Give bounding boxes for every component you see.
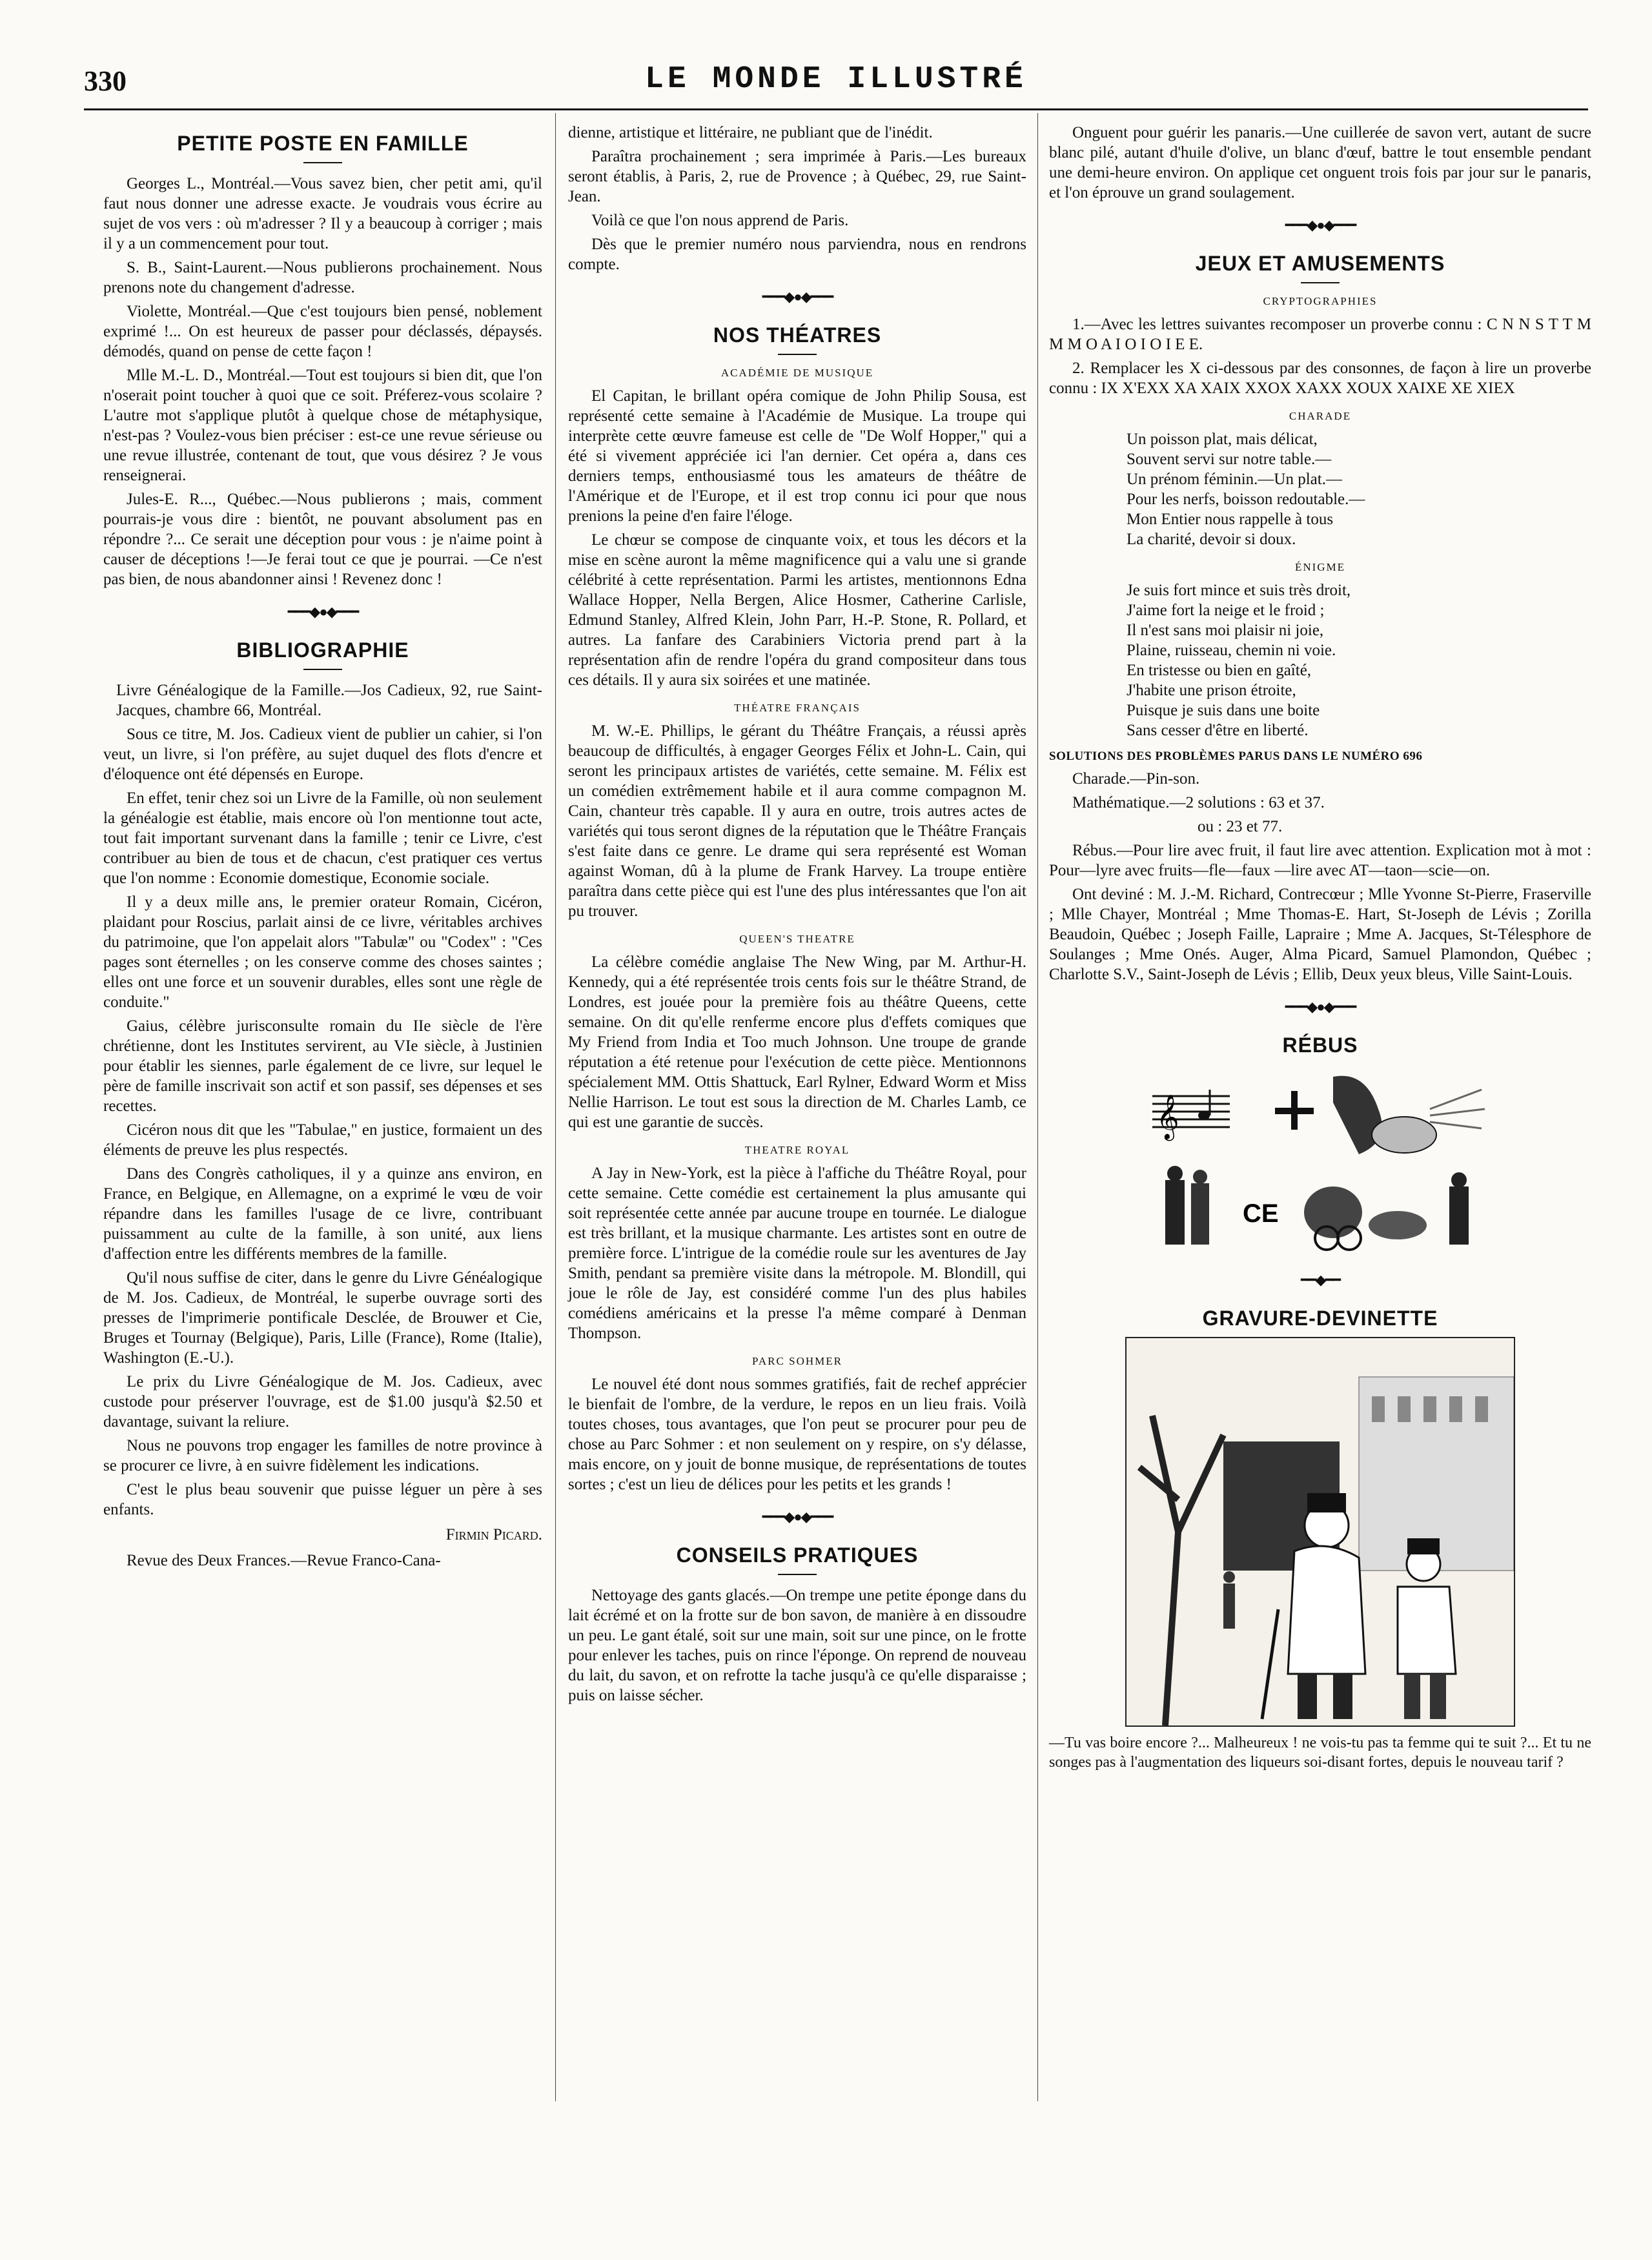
paragraph: Le chœur se compose de cinquante voix, et tous les décors et la mise en scène auront la même magnificence qui a valu une si grande célébrité à cette représentation. Parmi les artistes, mentionnons Edna Wallace Hopper, Nella Bergen, Alice Hosmer, Catherine Carlisle, Edmund Stanley, Alfred Klein, John Parr, H.-P. Stone, R. Pollard, et autres. La fanfare des Carabiniers Victoria prend part à la représentation afin de rendre l'opéra du grand compositeur dans tous ces détails. Il y aura six soirées et une matinée. <box>568 531 1026 689</box>
paragraph: 1.—Avec les lettres suivantes recomposer un proverbe connu : C N N S T T M M M O A I O I O I E E. <box>1049 316 1591 353</box>
enigme-poem <box>1127 580 1591 740</box>
title-rule <box>1301 282 1340 283</box>
paragraph: Mlle M.-L. D., Montréal.—Tout est toujours si bien dit, que l'on n'oserait point toucher à quoi que ce soit. Préferez-vous scolaire ? L'autre mot s'applique plutôt à quelque chose de métaphysique, n'est-pas ? Voulez-vous bien préciser : est-ce une revue sérieuse ou une revue illustrée, contenant de tout, que vous désirez ? Je vous renseignerai. <box>103 367 542 484</box>
section-title-gravure: GRAVURE-DEVINETTE <box>1202 1307 1438 1330</box>
poem-line: Je suis fort mince et suis très droit, <box>1127 582 1351 599</box>
poem-line: En tristesse ou bien en gaîté, <box>1127 662 1312 679</box>
paragraph: Voilà ce que l'on nous apprend de Paris. <box>591 212 849 229</box>
paragraph: Jules-E. R..., Québec.—Nous publierons ; mais, comment pourrais-je vous dire : bientôt, ne pouvant absolument pas en répondre ?... Ce serait une déception pour vous : je n'aime point à causer de déceptions !—Je ferai tout ce que je pourrai. —Ce n'est pas bien, de nous abandonner ainsi ! Revenez donc ! <box>103 491 542 588</box>
paragraph: El Capitan, le brillant opéra comique de John Philip Sousa, est représenté cette semaine à l'Académie de Musique. La troupe qui interprète cette œuvre fameuse est celle de "De Wolf Hopper," qui a été si vivement appréciée ici l'an dernier. Cet opéra a, dans ces derniers temps, enthousiasmé tous les amateurs de théâtre de l'Amérique et de l'Europe, et il est trop connu ici pour que nous prenions la peine d'en faire l'éloge. <box>568 387 1026 525</box>
subheading: CRYPTOGRAPHIES <box>1263 295 1378 307</box>
section-title-petite-poste: PETITE POSTE EN FAMILLE <box>177 132 469 155</box>
page-number: 330 <box>84 65 127 97</box>
paragraph: C'est le plus beau souvenir que puisse léguer un père à ses enfants. <box>103 1481 542 1518</box>
gravure-caption: —Tu vas boire encore ?... Malheureux ! ne vois-tu pas ta femme qui te suit ?... Et tu ne songes pas à l'augmentation des liqueurs soi-disant fortes, depuis le nouveau tarif ? <box>1049 1735 1591 1771</box>
paragraph: Dans des Congrès catholiques, il y a quinze ans environ, en France, en Belgique, en Allemagne, on a exprimé le vœu de voir répandre dans les familles l'usage de ce livre, contribuant puissamment au culte de la famille, à son unité, aux liens d'affection entre les différents membres de la famille. <box>103 1165 542 1263</box>
page-header <box>84 62 1588 101</box>
paragraph: Sous ce titre, M. Jos. Cadieux vient de publier un cahier, si l'on veut, un livre, si l'on préfère, au sujet duquel des flots d'encre et d'éloquence ont été dépensés en Europe. <box>103 726 542 783</box>
column-divider <box>555 113 556 2101</box>
paragraph: S. B., Saint-Laurent.—Nous publierons prochainement. Nous prenons note du changement d'adresse. <box>103 259 542 296</box>
solutions-heading: SOLUTIONS DES PROBLÈMES PARUS DANS LE NUMÉRO 696 <box>1049 749 1423 763</box>
paragraph: Ont deviné : M. J.-M. Richard, Contrecœur ; Mlle Yvonne St-Pierre, Fraserville ; Mlle Chayer, Montréal ; Mme Thomas-E. Hart, St-Joseph de Lévis ; Zorilla Beaudoin, Québec ; Joseph Faille, Lapraire ; Mme A. Jacques, St-Télesphore de Soulanges ; Mme Onés. Auger, Alma Picard, Samuel Plamondon, Québec ; Charlotte S.V., Saint-Joseph de Lévis ; Ellib, Deux yeux bleus, Ville Saint-Louis. <box>1049 886 1591 983</box>
ornament-divider: ━━━◆●◆━━━ <box>762 289 833 305</box>
paragraph: Onguent pour guérir les panaris.—Une cuillerée de savon vert, autant de sucre blanc pilé, autant d'huile d'olive, un blanc d'œuf, battre le tout ensemble pendant une demi-heure environ. On applique cet onguent trois fois par jour sur le panaris, et l'on éprouve un grand soulagement. <box>1049 124 1591 201</box>
poem-line: Il n'est sans moi plaisir ni joie, <box>1127 622 1324 639</box>
charade-poem <box>1127 429 1591 549</box>
paragraph: Gaius, célèbre jurisconsulte romain du IIe siècle de l'ère chrétienne, dont les Institutes servirent, au VIe siècle, à Justinien pour établir les siennes, parle également de ce livre, sur lequel le père de famille inscrivait son actif et son passif, ses dépenses et ses recettes. <box>103 1017 542 1115</box>
poem-line: J'aime fort la neige et le froid ; <box>1127 602 1325 619</box>
column-divider <box>1037 113 1038 2101</box>
subheading: THEATRE ROYAL <box>744 1144 850 1156</box>
masthead: LE MONDE ILLUSTRÉ <box>645 62 1027 97</box>
poem-line: J'habite une prison étroite, <box>1127 682 1296 699</box>
title-rule <box>303 669 342 670</box>
poem-line: Mon Entier nous rappelle à tous <box>1127 511 1334 528</box>
paragraph: La célèbre comédie anglaise The New Wing, par M. Arthur-H. Kennedy, qui a été représentée trois cents fois sur le théâtre Strand, de Londres, est jouée pour la première fois au théâtre Queens, cette semaine. On dit qu'elle renferme encore plus d'effets comiques que My Friend from India et Too much Johnson. Une troupe de grande réputation a été retenue pour l'exécution de cette pièce. Mentionnons spécialement MM. Ottis Shattuck, Earl Rylner, Edward Worm et Miss Nellie Harrison. Le tout est sous la direction de M. Charles Lamb, ce qui est une garantie de succès. <box>568 953 1026 1131</box>
book-reference: Livre Généalogique de la Famille.—Jos Cadieux, 92, rue Saint-Jacques, chambre 66, Montréal. <box>116 682 542 719</box>
gravure-illustration <box>1125 1337 1515 1727</box>
paragraph: Paraîtra prochainement ; sera imprimée à Paris.—Les bureaux seront établis, à Paris, 2, rue de Provence ; à Québec, 29, rue Saint-Jean. <box>568 148 1026 205</box>
poem-line: Un prénom féminin.—Un plat.— <box>1127 471 1342 488</box>
paragraph: Dès que le premier numéro nous parviendra, nous en rendrons compte. <box>568 236 1026 273</box>
paragraph: dienne, artistique et littéraire, ne publiant que de l'inédit. <box>568 124 933 141</box>
subheading: CHARADE <box>1289 410 1352 422</box>
plus-icon <box>1275 1091 1314 1130</box>
section-title-rebus: RÉBUS <box>1282 1033 1358 1057</box>
ornament-divider: ━━━◆●◆━━━ <box>1285 217 1356 233</box>
poem-line: Puisque je suis dans une boite <box>1127 702 1320 719</box>
subheading: THÉATRE FRANÇAIS <box>734 702 861 714</box>
paragraph: Georges L., Montréal.—Vous savez bien, cher petit ami, qu'il faut nous donner une adresse exacte. Je voudrais vous écrire au sujet de vos vers : où m'adresser ? Il y a beaucoup à corriger ; mais il y a un commencement pour tout. <box>103 175 542 252</box>
paragraph: A Jay in New-York, est la pièce à l'affiche du Théâtre Royal, pour cette semaine. Cette comédie est certainement la plus amusante qui soit représentée cette année par aucune troupe en tournée. Le dialogue est très brillant, et la musique charmante. Les artistes sont en outre de première force. L'intrigue de la comédie roule sur les aventures de Jay Smith, pendant sa première visite dans la métropole. M. Blondill, qui joue le rôle de Jay, est considéré comme l'un des plus habiles comédiens américains et la presse l'a même comparé à Denman Thompson. <box>568 1165 1026 1342</box>
subheading: QUEEN'S THEATRE <box>739 933 855 945</box>
rebus-illustration <box>1139 1064 1501 1257</box>
ornament-divider: ━━━◆●◆━━━ <box>762 1509 833 1525</box>
poem-line: La charité, devoir si doux. <box>1127 531 1296 548</box>
paragraph: Il y a deux mille ans, le premier orateur Romain, Cicéron, plaidant pour Roscius, parlait ainsi de ce livre, véritables archives du patrimoine, que l'on appelait alors "Tabulæ" ou "Codex" : "Ces pages sont éternelles ; on les conserve comme des choses saintes ; elles ont une force et un souvenir durables, elles sont une règle de conduite." <box>103 893 542 1011</box>
paragraph: Charade.—Pin-son. <box>1072 770 1200 788</box>
poem-line: Sans cesser d'être en liberté. <box>1127 722 1309 739</box>
ornament-divider: ━━◆━━ <box>1301 1272 1340 1288</box>
saddle-figure-icon <box>1304 1186 1427 1250</box>
paragraph: Mathématique.—2 solutions : 63 et 37. <box>1072 794 1325 811</box>
winged-figure-icon <box>1333 1076 1485 1154</box>
subheading: PARC SOHMER <box>752 1355 842 1367</box>
paragraph: Violette, Montréal.—Que c'est toujours bien pensé, noblement exprimé !... On est heureux de passer pour déclassés, dépaysés. démodés, quand on pense de cette façon ! <box>103 303 542 360</box>
rebus-text-ce: CE <box>1243 1199 1279 1228</box>
column-2 <box>568 123 1026 1709</box>
paragraph: Cicéron nous dit que les "Tabulae," en justice, formaient un des éléments de preuve les plus respectés. <box>103 1121 542 1159</box>
section-title-jeux: JEUX ET AMUSEMENTS <box>1195 252 1445 275</box>
paragraph: Qu'il nous suffise de citer, dans le genre du Livre Généalogique de M. Jos. Cadieux, de Montréal, le superbe ouvrage sorti des presses de l'imprimerie pontificale Desclée, de Brouwer et Cie, Bruges et Tournay (Belgique), Paris, Lille (France), Rome (Italie), Washington (E.-U.). <box>103 1269 542 1367</box>
paragraph: M. W.-E. Phillips, le gérant du Théâtre Français, a réussi après beaucoup de difficultés, à engager Georges Félix et John-L. Cain, qui seront les principaux artistes de variétés, cette semaine. M. Félix est un comédien extrêmement habile et il aura comme compagnon M. Cain, chanteur très capable. Il y aura en outre, trois autres actes de variétés qui tous seront dignes de la réputation que le Théâtre Français s'est faite dans ce genre. Le drame qui sera représenté est Woman against Woman, dû à la plume de Frank Harvey. La troupe entière paraîtra dans cette pièce qui est l'une des plus intéressantes que l'on ait pu trouver. <box>568 722 1026 920</box>
poem-line: Pour les nerfs, boisson redoutable.— <box>1127 491 1365 508</box>
background-figure-icon <box>1223 1571 1235 1629</box>
section-title-conseils: CONSEILS PRATIQUES <box>676 1543 919 1567</box>
section-title-bibliographie: BIBLIOGRAPHIE <box>236 638 409 662</box>
paragraph: 2. Remplacer les X ci-dessous par des consonnes, de façon à lire un proverbe connu : IX X'EXX XA XAIX XXOX XAXX XOUX XAIXE XE XIEX <box>1049 360 1591 397</box>
paragraph: Revue des Deux Frances.—Revue Franco-Cana- <box>127 1552 441 1569</box>
poem-line: Souvent servi sur notre table.— <box>1127 451 1332 468</box>
paragraph: ou : 23 et 77. <box>1198 818 1283 835</box>
poem-line: Plaine, ruisseau, chemin ni voie. <box>1127 642 1336 659</box>
column-1 <box>103 123 542 1574</box>
subheading: ÉNIGME <box>1294 561 1346 573</box>
ornament-divider: ━━━◆●◆━━━ <box>287 604 358 620</box>
header-rule <box>84 108 1588 110</box>
music-staff-icon <box>1152 1090 1230 1141</box>
column-3 <box>1049 123 1591 1772</box>
poem-line: Un poisson plat, mais délicat, <box>1127 431 1318 448</box>
title-rule <box>778 354 817 355</box>
signature: Firmin Picard. <box>445 1526 542 1543</box>
paragraph: Le prix du Livre Généalogique de M. Jos. Cadieux, avec custode pour préserver l'ouvrage, est de $1.00 jusqu'à $2.50 et davantage, suivant la reliure. <box>103 1373 542 1430</box>
section-title-theatres: NOS THÉATRES <box>713 323 882 347</box>
paragraph: Nettoyage des gants glacés.—On trempe une petite éponge dans du lait écrémé et on la frotte sur de bon savon, de manière à en dissoudre un peu. Le gant étalé, soit sur une main, soit sur une pince, on le frotte pour enlever les taches, puis on rince l'éponge. On reprend de nouveau du lait, du savon, et on refrotte la tache jusqu'à ce qu'elle disparaisse ; puis on laisse sécher. <box>568 1587 1026 1704</box>
paragraph: Rébus.—Pour lire avec fruit, il faut lire avec attention. Explication mot à mot : Pour—lyre avec fruits—fle—faux —lire avec AT—taon—scie—on. <box>1049 842 1591 879</box>
ornament-divider: ━━━◆●◆━━━ <box>1285 999 1356 1015</box>
paragraph: En effet, tenir chez soi un Livre de la Famille, où non seulement la généalogie est établie, mais encore où l'on mentionne tout acte, tout fait important survenant dans la famille ; tenir ce Livre, c'est contribuer au bien de tous et de chacun, c'est pratiquer ces vertus que l'on nomme : Economie domestique, Economie sociale. <box>103 789 542 887</box>
paragraph: Le nouvel été dont nous sommes gratifiés, fait de rechef apprécier le bienfait de l'ombre, de la verdure, le repos en un lieu frais. Voilà toutes choses, tous avantages, que l'on peut se procurer pour peu de chose au Parc Sohmer : et non seulement on y respire, on s'y délasse, mais encore, on y jouit de bonne musique, de représentations de toutes sortes ; c'est un lieu de délices pour les petits et les grands ! <box>568 1376 1026 1493</box>
paragraph: Nous ne pouvons trop engager les familles de notre province à se procurer ce livre, à en suivre fidèlement les indications. <box>103 1437 542 1474</box>
title-rule <box>778 1574 817 1575</box>
title-rule <box>303 162 342 163</box>
svg-text:𝄞: 𝄞 <box>1156 1094 1179 1139</box>
subheading: ACADÉMIE DE MUSIQUE <box>720 367 874 379</box>
